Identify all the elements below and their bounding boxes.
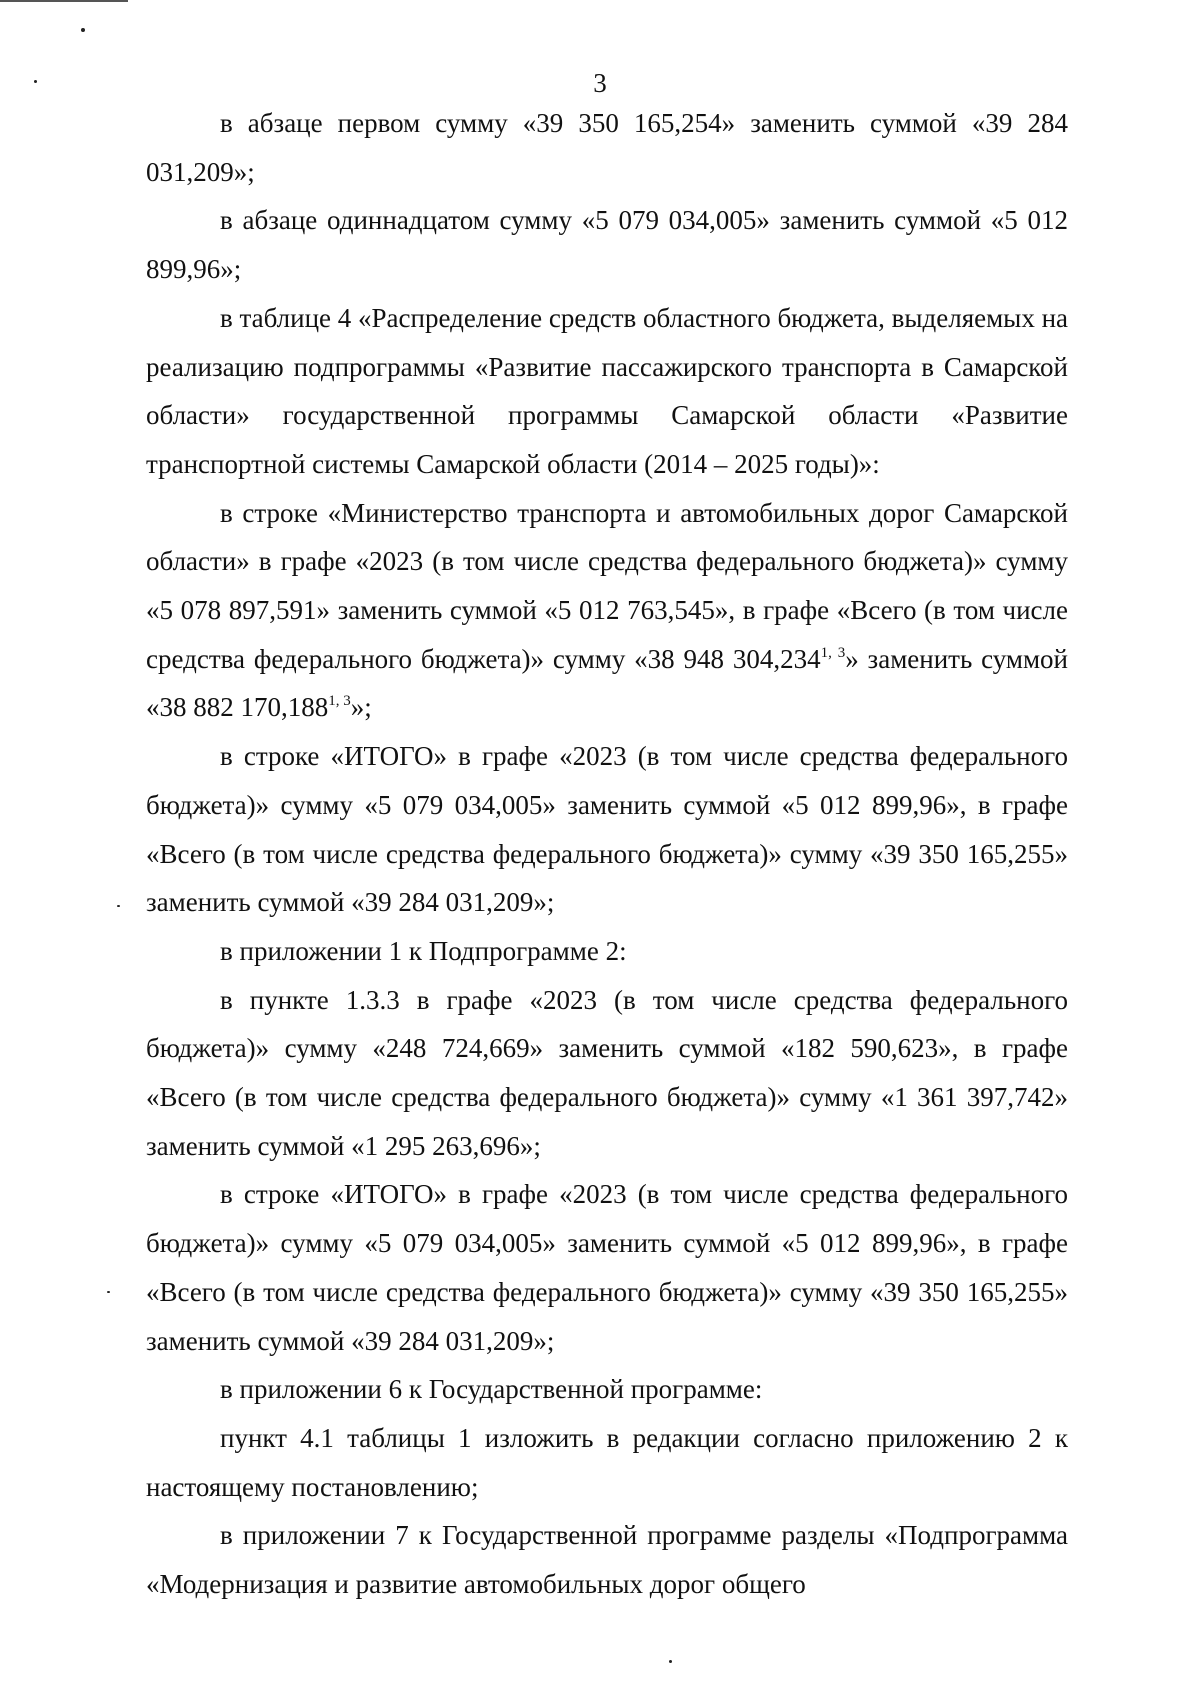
paragraph-7: в пункте 1.3.3 в графе «2023 (в том числе средства федерального бюджета)» сумму «248 724,669» заменить суммой «182 590,623», в графе «Всего (в том числе средства федерального бюджета)» сумму «1 361 397,742» заменить суммой «1 295 263,696»; [146,984,1068,1161]
scan-dot [107,1291,110,1293]
paragraph-8: в строке «ИТОГО» в графе «2023 (в том числе средства федерального бюджета)» сумму «5 079 034,005» заменить суммой «5 012 899,96», в графе «Всего (в том числе средства федерального бюджета)» сумму «39 350 165,255» заменить суммой «39 284 031,209»; [146,1179,1068,1356]
scan-dot [669,1660,672,1663]
paragraph-9: в приложении 6 к Государственной программе: [220,1374,763,1405]
document-body [146,99,1068,1609]
paragraph-5: в строке «ИТОГО» в графе «2023 (в том числе средства федерального бюджета)» сумму «5 079 034,005» заменить суммой «5 012 899,96», в графе «Всего (в том числе средства федерального бюджета)» сумму «39 350 165,255» заменить суммой «39 284 031,209»; [146,741,1068,918]
paragraph-6: в приложении 1 к Подпрограмме 2: [220,935,627,966]
paragraph-4-text-before: в строке «Министерство транспорта и автомобильных дорог Самарской области» в графе «2023 (в том числе средства федерального бюджета)» сумму «5 078 897,591» заменить суммой «5 012 763,545», в графе «Всего (в том числе средства федерального бюджета)» сумму «38 948 304,234 [146,497,1068,674]
paragraph-2: в абзаце одиннадцатом сумму «5 079 034,005» заменить суммой «5 012 899,96»; [146,205,1068,285]
scan-dot [81,28,85,32]
footnote-ref-2: 1, 3 [328,693,351,710]
footnote-ref-1: 1, 3 [820,644,846,661]
scan-edge-line [0,0,128,2]
page-number: 3 [593,68,607,98]
paragraph-4-text-middle: » заменить суммой «38 882 170,188 [146,643,1069,723]
scan-dot [117,905,120,907]
paragraph-4 [146,489,1068,733]
paragraph-4-text-after: »; [350,692,372,723]
paragraph-3: в таблице 4 «Распределение средств областного бюджета, выделяемых на реализацию подпрограммы «Развитие пассажирского транспорта в Самарской области» государственной программы Самарской области «Развитие транспортной системы Самарской области (2014 – 2025 годы)»: [146,302,1069,479]
paragraph-11: в приложении 7 к Государственной программе разделы «Подпрограмма «Модернизация и развитие автомобильных дорог общего [146,1520,1068,1600]
paragraph-1: в абзаце первом сумму «39 350 165,254» заменить суммой «39 284 031,209»; [146,108,1068,187]
paragraph-10: пункт 4.1 таблицы 1 изложить в редакции согласно приложению 2 к настоящему постановлению; [146,1422,1068,1502]
